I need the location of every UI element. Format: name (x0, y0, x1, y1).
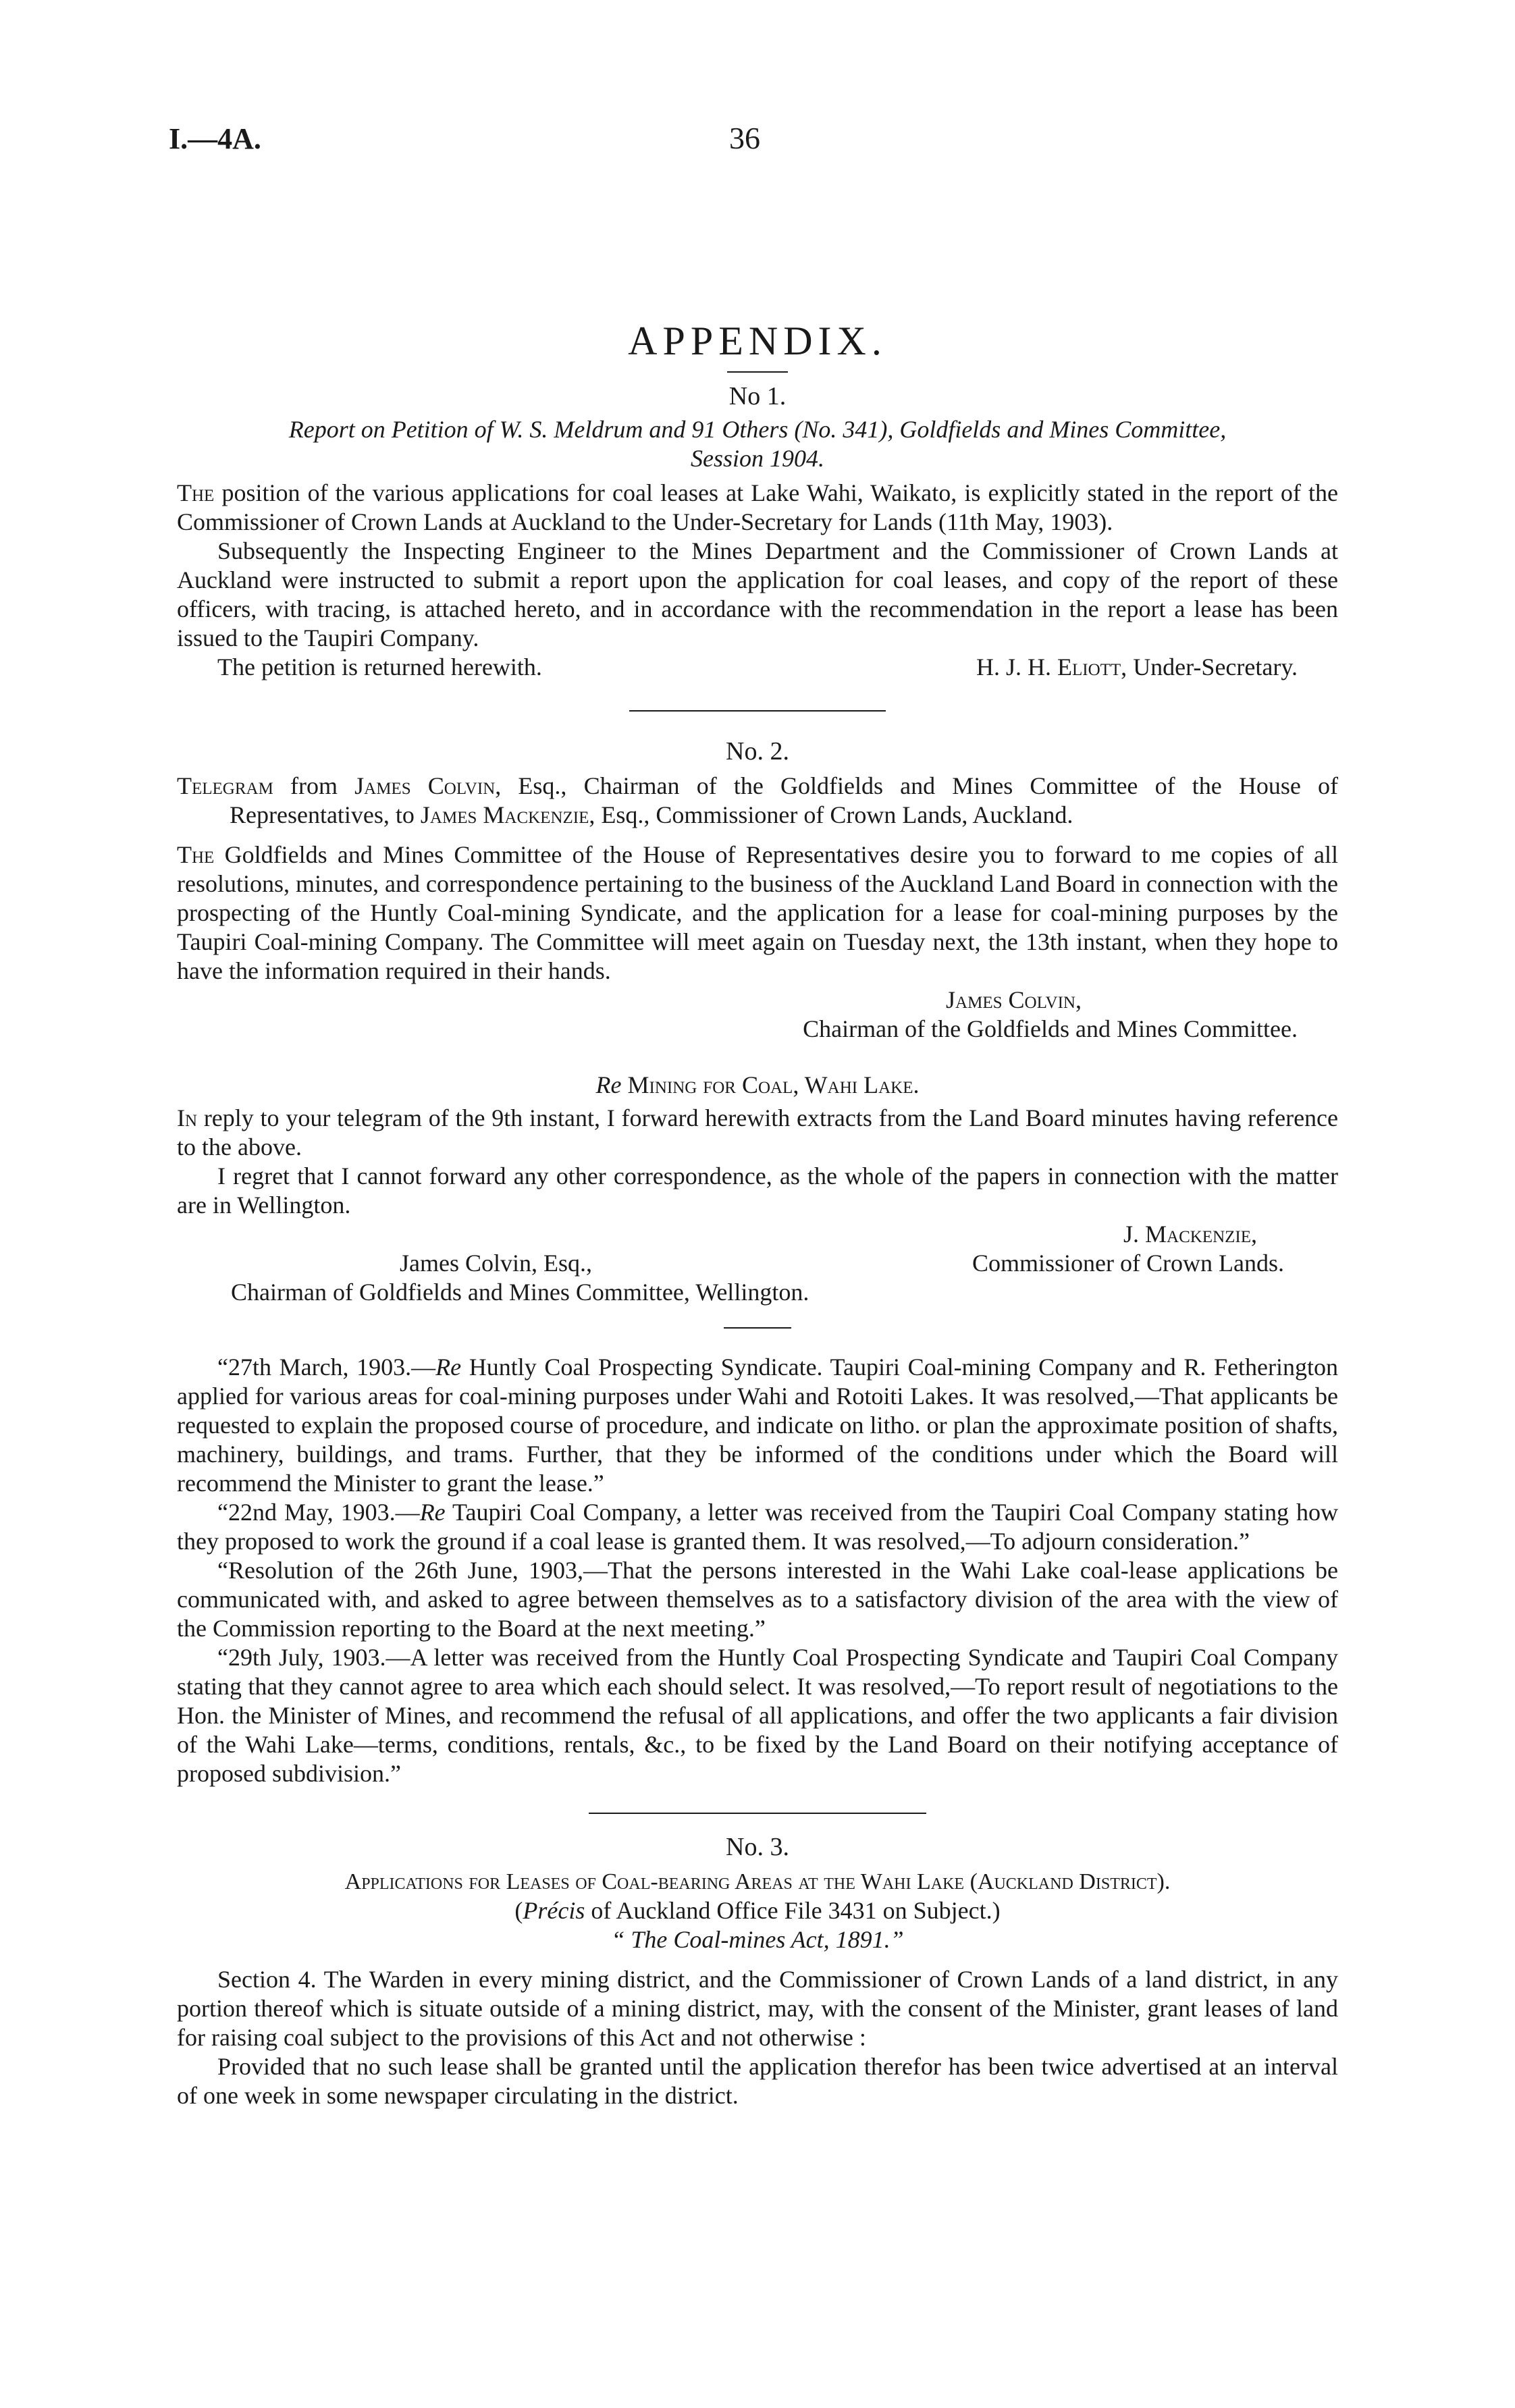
precis-text: of Auckland Office File 3431 on Subject.) (585, 1897, 1001, 1924)
minute-2 (177, 1498, 1338, 1556)
no2-body-lead: The (177, 841, 215, 868)
minutes-divider (724, 1327, 791, 1329)
addressee-name: James Colvin, Esq., (400, 1250, 592, 1277)
no2-body-text: Goldfields and Mines Committee of the House of Representatives desire you to forward to me copies of all resolutions, minutes, and correspondence pertaining to the business of the Auckland Land Board in connection with the prospecting of the Huntly Coal-mining Syndicate, and the application for a lease for coal-mining purposes by the Taupiri Coal-mining Company. The Committee will meet again on Tuesday next, the 13th instant, when they hope to have the information required in their hands. (177, 841, 1338, 984)
parliamentary-paper-reference: I.—4A. (169, 122, 261, 155)
no1-heading: No 1. (728, 382, 787, 410)
telegram-sender: James Colvin (354, 772, 496, 799)
re-mining-text: Mining for Coal, Wahi Lake. (621, 1071, 920, 1098)
minute-1 (177, 1353, 1338, 1498)
no1-para1-lead: The (177, 479, 215, 506)
no1-paragraph-3: The petition is returned herewith. (217, 653, 542, 680)
re-mining-heading (177, 1071, 1338, 1100)
no3-title: Applications for Leases of Coal-bearing Areas at the Wahi Lake (Auckland District). (344, 1869, 1171, 1894)
no1-paragraph-2: Subsequently the Inspecting Engineer to the Mines Department and the Commissioner of Crown Lands at Auckland were instructed to submit a report upon the application for coal leases, and copy of the report of these officers, with tracing, is attached hereto, and in accordance with the recommendation in the report a lease has been issued to the Taupiri Company. (177, 537, 1338, 651)
no2-telegram-body (177, 840, 1338, 986)
section-no3 (177, 1833, 1338, 2110)
no1-para1-text: position of the various applications for coal leases at Lake Wahi, Waikato, is explicitly stated in the report of the Commissioner of Crown Lands at Auckland to the Under-Secretary for Lands (11th May, 1903). (177, 479, 1338, 535)
minutes-extracts (177, 1353, 1338, 1788)
no3-proviso: Provided that no such lease shall be granted until the application therefor has been twice advertised at an interval of one week in some newspaper circulating in the district. (177, 2053, 1338, 2109)
reply-sign-title: Commissioner of Crown Lands. (972, 1250, 1284, 1277)
reply-text: reply to your telegram of the 9th instant, I forward herewith extracts from the Land Board minutes having reference to the above. (177, 1104, 1338, 1160)
telegram-mid: , Esq., Chairman of the Goldfields and Mines Committee of the House of Representatives, to (230, 772, 1338, 828)
telegram-recipient: James Mackenzie (420, 801, 589, 828)
telegram-end: , Esq., Commissioner of Crown Lands, Auckland. (589, 801, 1073, 828)
minute-1-date: “27th March, 1903.— (217, 1354, 436, 1381)
no1-paragraph-1 (177, 479, 1338, 537)
section-no1 (177, 382, 1338, 682)
no1-closing-row (177, 653, 1338, 682)
telegram-from: from (273, 772, 355, 799)
minute-3 (177, 1556, 1338, 1643)
minute-1-text: Huntly Coal Prospecting Syndicate. Taupiri Coal-mining Company and R. Fetherington applied for various areas for coal-mining purposes under Wahi and Rotoiti Lakes. It was resolved,—That applicants be requested to explain the proposed course of procedure, and indicate on litho. or plan the approximate position of shafts, machinery, buildings, and trams. Further, that they be informed of the conditions under which the Board will recommend the Minister to grant the lease.” (177, 1354, 1338, 1497)
minute-2-text: Taupiri Coal Company, a letter was received from the Taupiri Coal Company stating how they proposed to work the ground if a coal lease is granted them. It was resolved,—To adjourn consideration.” (177, 1499, 1338, 1555)
reply-lead: In (177, 1104, 198, 1131)
minute-4 (177, 1643, 1338, 1788)
addressee-title: Chairman of Goldfields and Mines Committee, Wellington. (231, 1279, 809, 1306)
minute-1-re: Re (435, 1354, 462, 1381)
minute-3-date: “Resolution of the 26th June, 1903, (217, 1557, 583, 1584)
no1-subtitle-line1: Report on Petition of W. S. Meldrum and 91 Others (No. 341), Goldfields and Mines Committee, (288, 416, 1227, 443)
telegram-label: Telegram (177, 772, 273, 799)
reply-sign-name: J. Mackenzie, (1123, 1221, 1257, 1248)
re-mining-re: Re (595, 1071, 622, 1098)
minute-4-text: —A letter was received from the Huntly Coal Prospecting Syndicate and Taupiri Coal Company stating that they cannot agree to area which each should select. It was resolved,—To report result of negotiations to the Hon. the Minister of Mines, and recommend the refusal of all applications, and offer the two applicants a fair division of the Wahi Lake—terms, conditions, rentals, &c., to be fixed by the Land Board on their notifying acceptance of proposed subdivision.” (177, 1644, 1338, 1787)
reply-paragraph (177, 1104, 1338, 1162)
minute-2-re: Re (419, 1499, 446, 1526)
reply-address-row (177, 1249, 1338, 1278)
no2-sign-name: James Colvin, (946, 986, 1082, 1013)
title-divider (727, 371, 788, 373)
no3-section-4: Section 4. The Warden in every mining district, and the Commissioner of Crown Lands of a land district, in any portion thereof which is situate outside of a mining district, may, with the consent of the Minister, grant leases of land for raising coal subject to the provisions of this Act and not otherwise : (177, 1966, 1338, 2051)
no2-sign-title: Chairman of the Goldfields and Mines Committee. (803, 1015, 1298, 1042)
no2-telegram-heading (177, 772, 1338, 830)
no1-signature-name: H. J. H. Eliott, (976, 653, 1127, 680)
page-content (177, 317, 1338, 2110)
no1-signature (976, 653, 1338, 682)
section-divider-2 (589, 1813, 926, 1814)
no1-signature-title: Under-Secretary. (1127, 653, 1298, 680)
regret-paragraph: I regret that I cannot forward any other correspondence, as the whole of the papers in connection with the matter are in Wellington. (177, 1162, 1338, 1219)
appendix-title: APPENDIX. (628, 319, 887, 363)
minute-2-date: “22nd May, 1903.— (217, 1499, 420, 1526)
minute-3-text: —That the persons interested in the Wahi Lake coal-lease applications be communicated with, and asked to agree between themselves as to a satisfactory division of the area with the view of the Commission reporting to the Board at the next meeting.” (177, 1557, 1339, 1642)
page-number: 36 (729, 121, 760, 155)
no1-subtitle-line2: Session 1904. (691, 445, 824, 472)
precis-italic: Précis (523, 1897, 585, 1924)
section-no2 (177, 737, 1338, 1788)
no3-act-title: “ The Coal-mines Act, 1891.” (611, 1926, 904, 1953)
no2-heading: No. 2. (726, 737, 789, 766)
no3-heading: No. 3. (726, 1833, 789, 1861)
no3-precis: (Précis of Auckland Office File 3431 on Subject.) (514, 1897, 1001, 1924)
section-divider-1 (629, 710, 886, 712)
minute-4-date: “29th July, 1903. (217, 1644, 386, 1671)
